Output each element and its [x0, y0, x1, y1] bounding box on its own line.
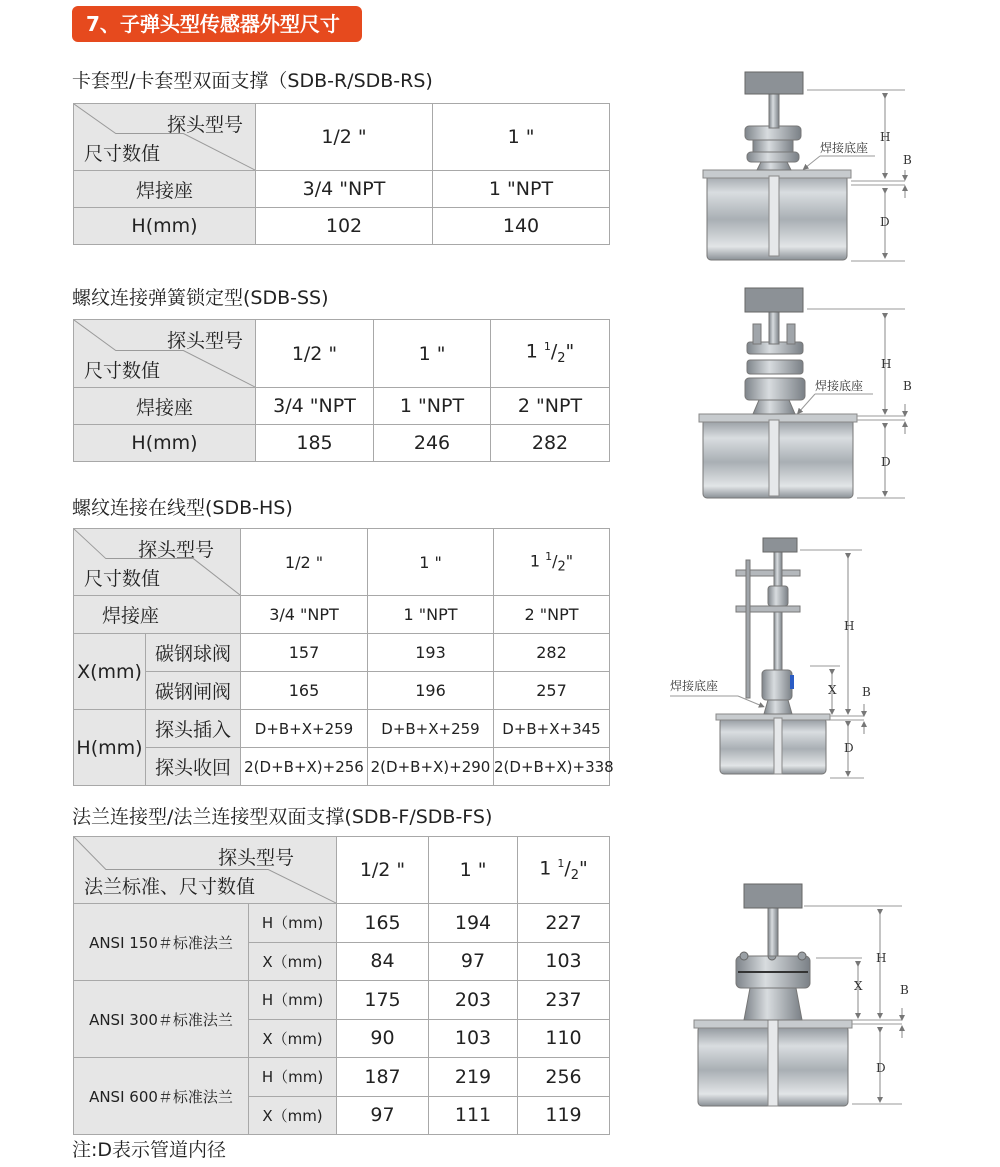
svg-text:焊接底座: 焊接底座 [820, 141, 869, 155]
column-header: 1 " [433, 104, 610, 171]
svg-text:D: D [844, 741, 854, 755]
table-row [74, 981, 610, 1020]
cell: 2 "NPT [494, 596, 610, 634]
cell: 203 [429, 981, 518, 1020]
row-label: 焊接座 [74, 388, 256, 425]
row-label: H（mm) [249, 904, 337, 943]
group-label: ANSI 600＃标准法兰 [74, 1058, 249, 1135]
column-header: 1/2 " [241, 529, 368, 596]
column-header-fraction: 1 $^1/_2$" [494, 529, 610, 596]
cell: D+B+X+259 [368, 710, 494, 748]
cell: 3/4 "NPT [256, 171, 433, 208]
header-bottom-label: 尺寸数值 [84, 360, 161, 382]
row-label: H(mm) [74, 208, 256, 245]
column-header: 1 " [368, 529, 494, 596]
row-label: 焊接座 [74, 171, 256, 208]
column-header: 1 " [429, 837, 518, 904]
header-diagonal-cell [74, 529, 241, 596]
svg-text:H: H [880, 130, 891, 144]
cell: 1 "NPT [368, 596, 494, 634]
cell: 119 [518, 1096, 610, 1135]
column-header-fraction: 1 $^1/_2$" [518, 837, 610, 904]
cell: 257 [494, 672, 610, 710]
header-top-label: 探头型号 [166, 114, 243, 136]
cell: 165 [241, 672, 368, 710]
column-header: 1/2 " [256, 104, 433, 171]
svg-text:D: D [876, 1061, 886, 1075]
column-header: 1 " [374, 320, 491, 388]
svg-text:D: D [881, 455, 891, 469]
header-top-label: 探头型号 [166, 330, 243, 352]
section-title-sdb-r: 卡套型/卡套型双面支撑（SDB-R/SDB-RS) [72, 70, 433, 92]
cell: 2(D+B+X)+256 [241, 748, 368, 786]
section-title-sdb-f: 法兰连接型/法兰连接型双面支撑(SDB-F/SDB-FS) [72, 806, 493, 828]
section-title-sdb-ss: 螺纹连接弹簧锁定型(SDB-SS) [72, 287, 329, 309]
svg-text:X: X [828, 683, 837, 697]
svg-text:D: D [880, 215, 890, 229]
cell: 227 [518, 904, 610, 943]
group-label: X(mm) [74, 634, 146, 710]
table-row [74, 596, 610, 634]
column-header: 1/2 " [256, 320, 374, 388]
row-label: H（mm) [249, 1058, 337, 1097]
cell: 97 [337, 1096, 429, 1135]
row-label: X（mm) [249, 942, 337, 981]
cell: 219 [429, 1058, 518, 1097]
section-banner: 7、子弹头型传感器外型尺寸 [72, 6, 362, 42]
row-label: 焊接座 [74, 596, 241, 634]
group-label: ANSI 300＃标准法兰 [74, 981, 249, 1058]
sdb-ss-diagram [695, 286, 935, 500]
cell: 196 [368, 672, 494, 710]
cell: 165 [337, 904, 429, 943]
row-label: X（mm) [249, 1019, 337, 1058]
header-diagonal-cell [74, 320, 256, 388]
row-label: 碳钢闸阀 [146, 672, 241, 710]
cell: 2(D+B+X)+338 [494, 748, 610, 786]
cell: 90 [337, 1019, 429, 1058]
cell: 246 [374, 425, 491, 462]
cell: 2 "NPT [491, 388, 610, 425]
cell: 111 [429, 1096, 518, 1135]
svg-text:H: H [876, 951, 887, 965]
row-label: X（mm) [249, 1096, 337, 1135]
spec-table-sdb-hs [73, 528, 614, 786]
cell: 1 "NPT [374, 388, 491, 425]
cell: 185 [256, 425, 374, 462]
table-row [74, 388, 610, 425]
header-top-label: 探头型号 [217, 847, 294, 869]
row-label: H（mm) [249, 981, 337, 1020]
cell: 103 [429, 1019, 518, 1058]
row-label: 碳钢球阀 [146, 634, 241, 672]
cell: 103 [518, 942, 610, 981]
cell: 175 [337, 981, 429, 1020]
header-diagonal-cell [74, 104, 256, 171]
svg-text:H: H [881, 357, 892, 371]
cell: 282 [494, 634, 610, 672]
sdb-f-diagram [692, 878, 932, 1108]
section-title-sdb-hs: 螺纹连接在线型(SDB-HS) [72, 497, 293, 519]
svg-text:H: H [844, 619, 855, 633]
cell: 1 "NPT [433, 171, 610, 208]
table-row [74, 672, 610, 710]
cell: 140 [433, 208, 610, 245]
table-row [74, 748, 610, 786]
footnote: 注:D表示管道内径 [72, 1139, 227, 1161]
svg-text:B: B [903, 379, 912, 393]
cell: 193 [368, 634, 494, 672]
svg-text:B: B [900, 983, 909, 997]
row-label: H(mm) [74, 425, 256, 462]
cell: 157 [241, 634, 368, 672]
table-row [74, 1058, 610, 1097]
cell: 3/4 "NPT [241, 596, 368, 634]
svg-text:B: B [862, 685, 871, 699]
header-top-label: 探头型号 [137, 539, 214, 561]
table-row [74, 425, 610, 462]
cell: 3/4 "NPT [256, 388, 374, 425]
spec-table-sdb-f [73, 836, 610, 1135]
cell: D+B+X+345 [494, 710, 610, 748]
cell: 194 [429, 904, 518, 943]
table-row [74, 171, 610, 208]
cell: 110 [518, 1019, 610, 1058]
spec-table-sdb-r [73, 103, 610, 245]
table-row [74, 634, 610, 672]
cell: 84 [337, 942, 429, 981]
svg-text:焊接底座: 焊接底座 [815, 379, 864, 393]
svg-text:焊接底座: 焊接底座 [670, 679, 719, 693]
column-header-fraction: 1 $^1/_2$" [491, 320, 610, 388]
cell: 282 [491, 425, 610, 462]
cell: 102 [256, 208, 433, 245]
cell: 237 [518, 981, 610, 1020]
cell: 256 [518, 1058, 610, 1097]
header-bottom-label: 尺寸数值 [84, 568, 161, 590]
sdb-hs-diagram [668, 530, 908, 780]
column-header: 1/2 " [337, 837, 429, 904]
row-label: 探头收回 [146, 748, 241, 786]
row-label: 探头插入 [146, 710, 241, 748]
svg-text:X: X [854, 979, 863, 993]
svg-text:B: B [903, 153, 912, 167]
sdb-r-diagram [695, 66, 935, 262]
table-row [74, 208, 610, 245]
cell: 187 [337, 1058, 429, 1097]
group-label: H(mm) [74, 710, 146, 786]
cell: 97 [429, 942, 518, 981]
header-bottom-label: 尺寸数值 [84, 143, 161, 165]
spec-table-sdb-ss [73, 319, 610, 462]
group-label: ANSI 150＃标准法兰 [74, 904, 249, 981]
cell: D+B+X+259 [241, 710, 368, 748]
table-row [74, 904, 610, 943]
header-diagonal-cell [74, 837, 337, 904]
table-row [74, 710, 610, 748]
header-bottom-label: 法兰标准、尺寸数值 [84, 876, 256, 898]
cell: 2(D+B+X)+290 [368, 748, 494, 786]
